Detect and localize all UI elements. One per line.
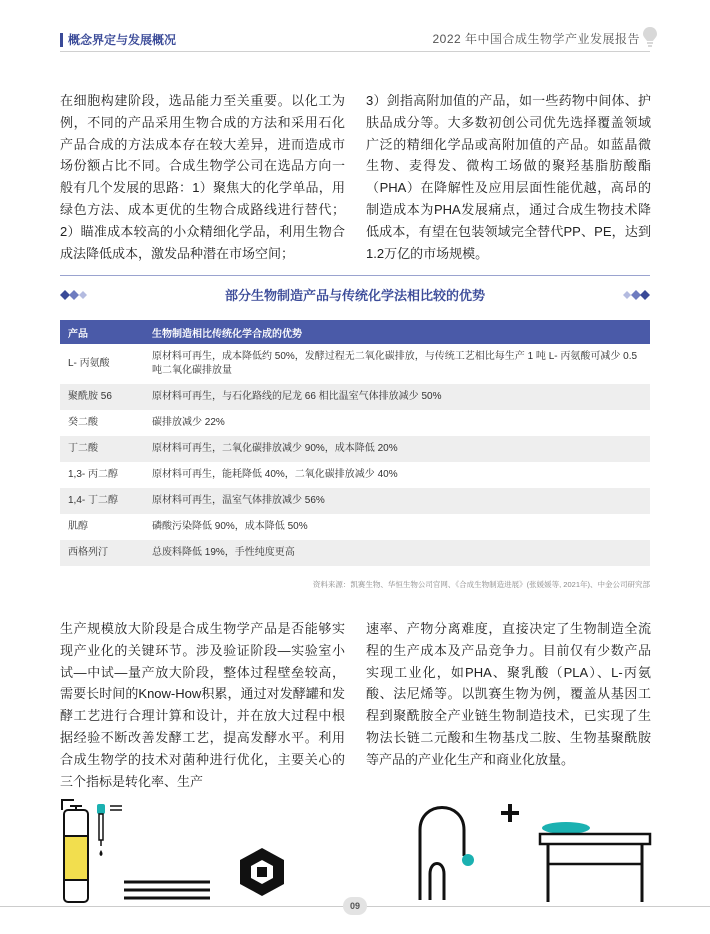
- table-header-row: [60, 320, 650, 344]
- advantage-cell: 总废料降低 19%，手性纯度更高: [152, 547, 295, 558]
- hospital-bed-icon: [540, 822, 650, 902]
- page-number: 09: [343, 897, 367, 915]
- product-cell: 肌醇: [68, 521, 88, 532]
- body-paragraph-1: 在细胞构建阶段，选品能力至关重要。以化工为例，不同的产品采用生物合成的方法和采用石化产品合成的方法成本存在较大差异，进而造成市场份额占比不同。合成生物学公司在选品方向一般有几个发展的思路：1）聚焦大的化学单品，用绿色方法、成本更优的生物合成路线进行替代；2）瞄准成本较高的小众精细化学品，利用生物合成法降低成本，激发品种潜在市场空间；: [60, 93, 345, 261]
- table-row: [60, 410, 650, 436]
- table-row: [60, 514, 650, 540]
- body-paragraph-2: 3）剑指高附加值的产品，如一些药物中间体、护肤品成分等。大多数初创公司优先选择覆盖领域广泛的精细化学品或高附加值的产品。如蓝晶微生物、麦得发、微构工场做的聚羟基脂肪酸酯（PHA）在降解性及应用层面性能优越，高昂的制造成本为PHA发展痛点，通过合成生物技术降低成本，有望在包装领域完全替代PP、PE，达到1.2万亿的市场规模。: [366, 93, 651, 261]
- advantage-cell: 原材料可再生，温室气体排放减少 56%: [152, 495, 325, 506]
- body-paragraph-3: 生产规模放大阶段是合成生物学产品是否能够实现产业化的关键环节。涉及验证阶段—实验室小试—中试—量产放大阶段，整体过程壁垒较高，需要长时间的Know-How积累，通过对发酵罐和发酵工艺进行合理计算和设计，并在放大过程中根据经验不断改善发酵工艺，提高发酵水平。利用合成生物学的技术对菌种进行优化，主要关心的三个指标是转化率、生产: [60, 621, 345, 789]
- advantage-cell: 原材料可再生，二氧化碳排放减少 90%，成本降低 20%: [152, 443, 398, 454]
- table-title-row: [60, 276, 650, 312]
- header-accent-bar: [60, 33, 63, 47]
- column-header-product: 产品: [68, 328, 88, 340]
- table-row: [60, 488, 650, 514]
- product-cell: 1,3- 丙二醇: [68, 469, 119, 480]
- comparison-table-block: [60, 275, 650, 566]
- advantage-cell: 原材料可再生，能耗降低 40%，二氧化碳排放减少 40%: [152, 469, 398, 480]
- header-rule: [60, 51, 650, 52]
- product-cell: L- 丙氨酸: [68, 358, 110, 369]
- dropper-icon: [97, 804, 122, 856]
- product-cell: 癸二酸: [68, 417, 98, 428]
- flow-lines-icon: [124, 882, 210, 898]
- advantage-cell: 原材料可再生，成本降低约 50%，发酵过程无二氧化碳排放，与传统工艺相比每生产 1 吨 L- 丙氨酸可减少 0.5 吨二氧化碳排放量: [152, 351, 638, 376]
- gas-cylinder-icon: [62, 800, 88, 902]
- column-header-advantage: 生物制造相比传统化学合成的优势: [152, 328, 302, 340]
- table-row: [60, 344, 650, 384]
- product-cell: 聚酰胺 56: [68, 391, 112, 402]
- table-row: [60, 540, 650, 566]
- table-row: [60, 462, 650, 488]
- hexagon-icon: [240, 848, 284, 896]
- page-header: [0, 0, 710, 60]
- report-title: 2022 年中国合成生物学产业发展报告: [432, 32, 640, 46]
- lightbulb-icon: [642, 26, 658, 48]
- comparison-table: [60, 320, 650, 566]
- section-title: 概念界定与发展概况: [68, 33, 177, 47]
- table-source-note: 资料来源：凯赛生物、华恒生物公司官网、《合成生物制造进展》(张媛媛等, 2021年)、中金公司研究部: [312, 580, 650, 589]
- plus-icon: [501, 804, 519, 822]
- product-cell: 1,4- 丁二醇: [68, 495, 119, 506]
- product-cell: 丁二酸: [68, 443, 98, 454]
- table-title: 部分生物制造产品与传统化学法相比较的优势: [224, 288, 485, 303]
- body-paragraph-4: 速率、产物分离难度，直接决定了生物制造全流程的生产成本及产品竞争力。目前仅有少数产品实现工业化，如PHA、聚乳酸（PLA）、L-丙氨酸、法尼烯等。以凯赛生物为例，覆盖从基因工程到聚酰胺全产业链生物制造技术，已实现了生物法长链二元酸和生物基戊二胺、生物基聚酰胺等产品的产业化生产和商业化放量。: [366, 621, 651, 767]
- stethoscope-icon: [420, 808, 474, 901]
- advantage-cell: 原材料可再生，与石化路线的尼龙 66 相比温室气体排放减少 50%: [152, 391, 442, 402]
- table-row: [60, 436, 650, 462]
- table-row: [60, 384, 650, 410]
- advantage-cell: 磷酸污染降低 90%，成本降低 50%: [152, 521, 308, 532]
- advantage-cell: 碳排放减少 22%: [152, 417, 225, 428]
- diamond-decoration-icon: [620, 290, 650, 300]
- product-cell: 西格列汀: [68, 547, 108, 558]
